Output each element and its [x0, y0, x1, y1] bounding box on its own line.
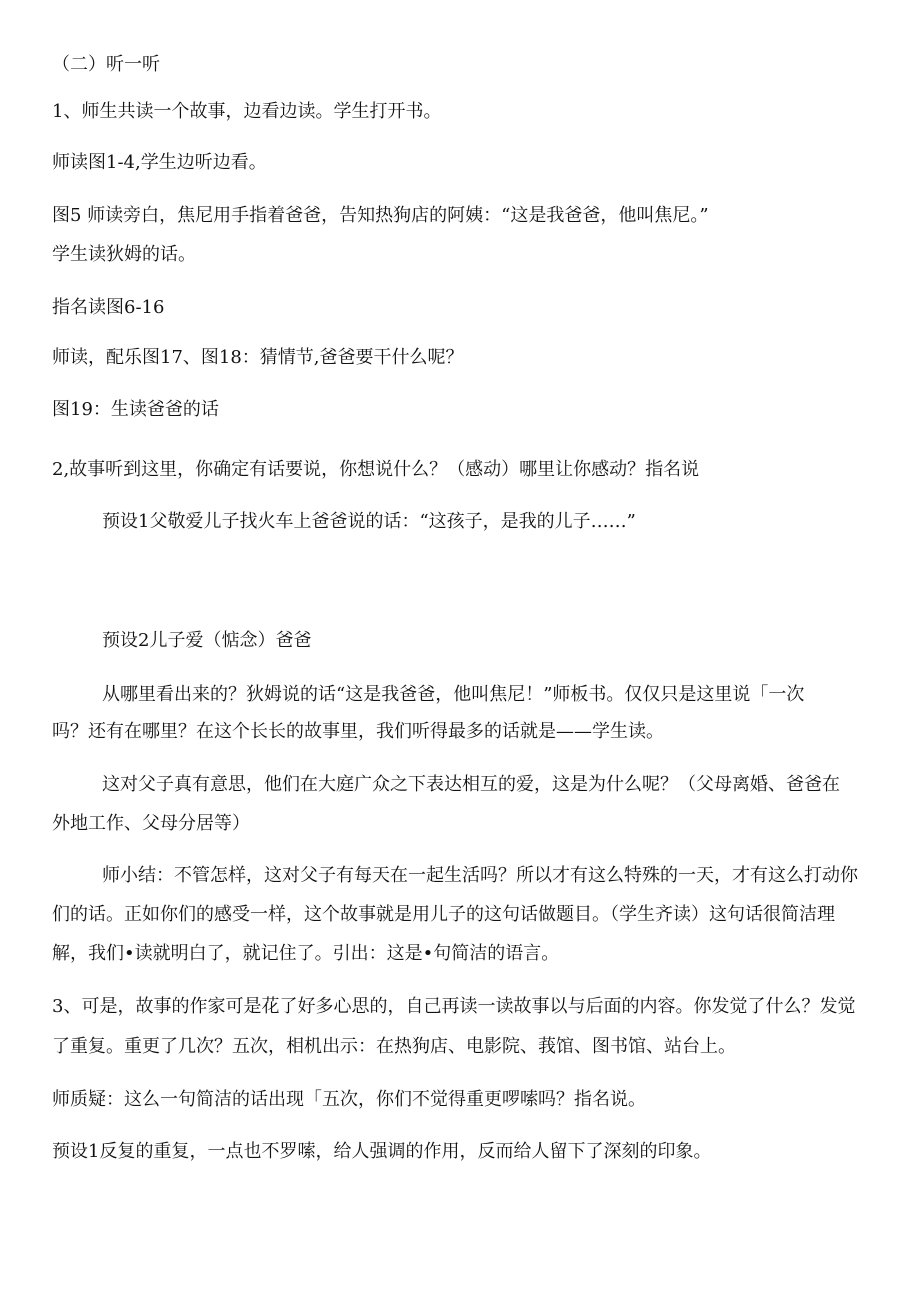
paragraph-line: 学生读狄姆的话。 [52, 244, 196, 265]
paragraph-line: 2,故事听到这里，你确定有话要说，你想说什么？（感动）哪里让你感动？指名说 [52, 459, 700, 480]
paragraph-line: 1、师生共读一个故事，边看边读。学生打开书。 [52, 101, 442, 122]
paragraph-line: 师质疑：这么一句简洁的话出现「五次，你们不觉得重更啰嗦吗？指名说。 [52, 1089, 646, 1110]
paragraph-line: 们的话。正如你们的感受一样，这个故事就是用儿子的这句话做题目。（学生齐读）这句话很简洁理 [52, 904, 835, 925]
paragraph-line: 师读，配乐图17、图18：猜情节,爸爸要干什么呢？ [52, 347, 464, 368]
paragraph-line: 图19：生读爸爸的话 [52, 399, 219, 420]
paragraph-line-indented: 这对父子真有意思，他们在大庭广众之下表达相互的爱，这是为什么呢？（父母离婚、爸爸在 [102, 774, 840, 795]
paragraph-line: 吗？还有在哪里？在这个长长的故事里，我们听得最多的话就是——学生读。 [52, 721, 664, 742]
paragraph-line: 了重复。重更了几次？五次，相机出示：在热狗店、电影院、莪馆、图书馆、站台上。 [52, 1036, 736, 1057]
section-heading: （二）听一听 [52, 54, 160, 75]
paragraph-line: 预设1反复的重复，一点也不罗嗦，给人强调的作用，反而给人留下了深刻的印象。 [52, 1141, 712, 1162]
paragraph-line-indented: 预设1父敬爱儿子找火车上爸爸说的话：“这孩子，是我的儿子……” [102, 511, 636, 532]
paragraph-line: 师读图1-4,学生边听边看。 [52, 152, 267, 173]
paragraph-line: 3、可是，故事的作家可是花了好多心思的，自己再读一读故事以与后面的内容。你发觉了什么？发觉 [52, 996, 856, 1017]
paragraph-line: 图5 师读旁白，焦尼用手指着爸爸，告知热狗店的阿姨：“这是我爸爸，他叫焦尼。” [52, 205, 709, 226]
paragraph-line: 外地工作、父母分居等） [52, 813, 250, 834]
paragraph-line-indented: 从哪里看出来的？狄姆说的话“这是我爸爸，他叫焦尼！”师板书。仅仅只是这里说「一次 [102, 684, 805, 705]
paragraph-line: 解，我们•读就明白了，就记住了。引出：这是•句简洁的语言。 [52, 943, 560, 964]
paragraph-line-indented: 预设2儿子爱（惦念）爸爸 [102, 630, 312, 651]
paragraph-line: 指名读图6-16 [52, 297, 165, 318]
paragraph-line-indented: 师小结：不管怎样，这对父子有每天在一起生活吗？所以才有这么特殊的一天，才有这么打动你 [102, 865, 858, 886]
